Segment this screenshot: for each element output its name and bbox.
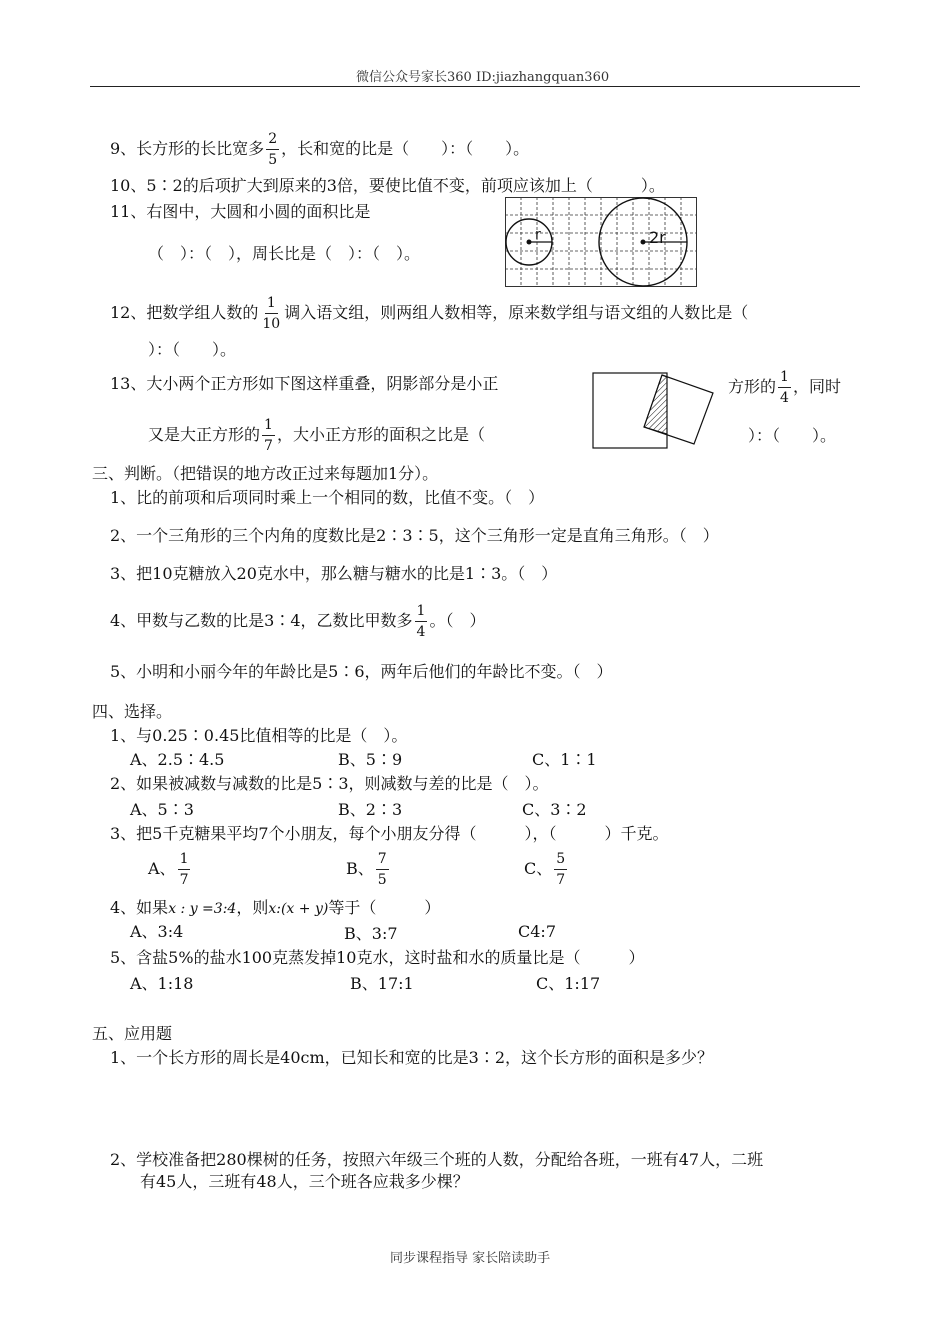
shaded-overlap [644,375,667,434]
overlapping-squares-figure [592,372,716,450]
big-radius-label: 2r [649,228,666,247]
question-13-line2-left: 又是大正方形的 $\frac{1}{7}$ ，大小正方形的面积之比是（ [148,417,485,454]
choice-4-option-a: A、3:4 [130,922,184,941]
judge-5: 5、小明和小丽今年的年龄比是5∶6，两年后他们的年龄比不变。（ ） [110,662,613,681]
question-12-line2: ）：（ ）。 [148,340,237,359]
fraction-2-5: $\frac{2}{5}$ [268,131,278,168]
choice-4-stem: 4、如果x : y =3:4，则x:(x + y)等于（ ） [110,898,441,917]
choice-5-option-b: B、17:1 [350,974,414,993]
page-header: 微信公众号家长360 ID:jiazhangquan360 [356,70,610,85]
word-problem-2-line2: 有45人，三班有48人，三个班各应栽多少棵？ [140,1172,469,1191]
choice-2-option-a: A、5∶3 [130,800,194,819]
judge-2: 2、一个三角形的三个内角的度数比是2∶3∶5，这个三角形一定是直角三角形。（ ） [110,526,719,545]
page-footer: 同步课程指导 家长陪读助手 [390,1251,551,1266]
question-12: 12、把数学组人数的 $\frac{1}{10}$ 调入语文组，则两组人数相等，原来数学组与语文组的人数比是（ [110,295,749,332]
choice-3-option-a: A、 $\frac{1}{7}$ [148,851,189,888]
fraction-1-4-judge: $\frac{1}{4}$ [416,603,426,640]
question-11-line2: （ ）：（ ），周长比是（ ）：（ ）。 [148,244,421,263]
judge-4: 4、甲数与乙数的比是3∶4，乙数比甲数多 $\frac{1}{4}$ 。（ ） [110,603,486,640]
header-rule [90,86,860,87]
choice-2-option-b: B、2∶3 [338,800,403,819]
choice-1-option-b: B、5∶9 [338,750,403,769]
judge-3: 3、把10克糖放入20克水中，那么糖与糖水的比是1∶3。（ ） [110,564,558,583]
choice-2-option-c: C、3∶2 [522,800,587,819]
section-5-title: 五、应用题 [92,1024,173,1043]
judge-1: 1、比的前项和后项同时乘上一个相同的数，比值不变。（ ） [110,488,545,507]
fraction-1-7: $\frac{1}{7}$ [264,417,273,454]
word-problem-2-line1: 2、学校准备把280棵树的任务，按照六年级三个班的人数，分配给各班，一班有47人，二班 [110,1150,764,1169]
section-3-title: 三、判断。（把错误的地方改正过来每题加1分）。 [92,464,439,483]
question-9-stem: 9、长方形的长比宽多 [110,139,265,158]
question-13-line1-left: 13、大小两个正方形如下图这样重叠，阴影部分是小正 [110,374,499,393]
choice-5-option-c: C、1:17 [536,974,601,993]
question-10: 10、5∶2的后项扩大到原来的3倍，要使比值不变，前项应该加上（ ）。 [110,176,665,195]
choice-1-option-c: C、1∶1 [532,750,597,769]
choice-3-option-c: C、 $\frac{5}{7}$ [524,851,566,888]
question-13-line1-right: 方形的 $\frac{1}{4}$ ，同时 [728,369,841,406]
fraction-1-10: $\frac{1}{10}$ [262,295,281,332]
choice-2-stem: 2、如果被减数与减数的比是5∶3，则减数与差的比是（ ）。 [110,774,549,793]
question-9-tail: ，长和宽的比是（ ）：（ ）。 [281,139,530,158]
question-11-line1: 11、右图中，大圆和小圆的面积比是 [110,202,371,221]
choice-4-option-c: C4:7 [518,922,556,941]
choice-1-option-a: A、2.5∶4.5 [130,750,225,769]
choice-5-stem: 5、含盐5%的盐水100克蒸发掉10克水，这时盐和水的质量比是（ ） [110,948,645,967]
fraction-1-4: $\frac{1}{4}$ [780,369,789,406]
circles-grid-figure [505,197,697,287]
section-4-title: 四、选择。 [92,702,173,721]
choice-3-option-b: B、 $\frac{7}{5}$ [346,851,387,888]
choice-4-option-b: B、3:7 [344,924,398,943]
choice-5-option-a: A、1:18 [130,974,194,993]
small-radius-label: r [535,227,541,243]
word-problem-1: 1、一个长方形的周长是40cm，已知长和宽的比是3∶2，这个长方形的面积是多少？ [110,1048,714,1067]
question-13-line2-right: ）：（ ）。 [748,426,837,445]
choice-1-stem: 1、与0.25∶0.45比值相等的比是（ ）。 [110,726,408,745]
question-9 [110,132,529,167]
choice-3-stem: 3、把5千克糖果平均7个小朋友，每个小朋友分得（ ），（ ）千克。 [110,824,669,843]
